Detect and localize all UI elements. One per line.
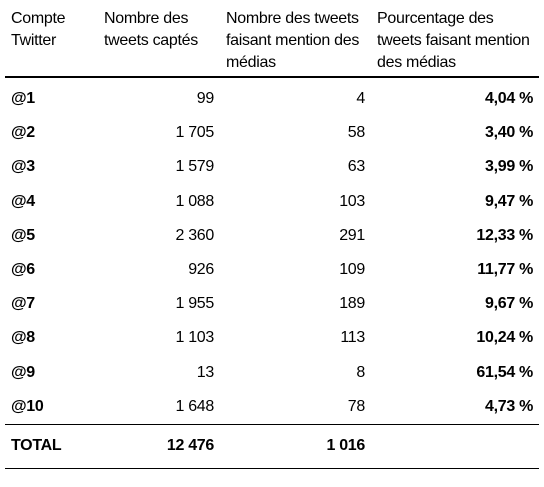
cell-mentions: 103 <box>339 192 365 210</box>
cell-captured: 926 <box>188 261 214 279</box>
table-row <box>5 253 539 287</box>
cell-percent: 61,54 % <box>476 363 533 381</box>
cell-account: @4 <box>11 192 35 210</box>
tweets-media-table-container <box>5 4 539 469</box>
cell-percent: 4,73 % <box>484 397 533 415</box>
table-body <box>5 77 539 424</box>
cell-mentions: 189 <box>339 295 365 313</box>
table-row <box>5 287 539 321</box>
cell-captured: 1 103 <box>175 329 214 347</box>
cell-account: @2 <box>11 124 35 142</box>
table-row <box>5 185 539 219</box>
header-captured: Nombre des tweets captés <box>98 4 220 77</box>
cell-mentions: 113 <box>340 329 365 347</box>
cell-percent: 10,24 % <box>476 329 533 347</box>
cell-mentions: 63 <box>347 158 365 176</box>
tweets-media-table <box>5 4 539 469</box>
cell-percent: 3,40 % <box>484 124 533 142</box>
cell-captured: 1 579 <box>175 158 214 176</box>
cell-account: @1 <box>11 90 35 108</box>
cell-mentions: 291 <box>339 226 365 244</box>
cell-captured: 1 088 <box>175 192 214 210</box>
cell-captured: 99 <box>196 90 214 108</box>
cell-percent: 9,47 % <box>484 192 533 210</box>
total-row <box>5 424 539 468</box>
table-row <box>5 321 539 355</box>
table-row <box>5 356 539 390</box>
cell-captured: 2 360 <box>175 226 214 244</box>
total-mentions: 1 016 <box>220 424 371 468</box>
cell-mentions: 8 <box>356 363 365 381</box>
header-account: Compte Twitter <box>5 4 98 77</box>
cell-account: @9 <box>11 363 35 381</box>
table-row <box>5 219 539 253</box>
cell-account: @3 <box>11 158 35 176</box>
cell-percent: 4,04 % <box>484 90 533 108</box>
cell-account: @5 <box>11 226 35 244</box>
table-row <box>5 150 539 184</box>
cell-percent: 12,33 % <box>476 226 533 244</box>
total-captured: 12 476 <box>98 424 220 468</box>
total-percent <box>371 424 539 468</box>
header-row <box>5 4 539 77</box>
cell-percent: 9,67 % <box>484 295 533 313</box>
cell-mentions: 58 <box>347 124 365 142</box>
cell-account: @6 <box>11 261 35 279</box>
table-row <box>5 116 539 150</box>
cell-account: @8 <box>11 329 35 347</box>
cell-account: @10 <box>11 397 44 415</box>
header-percent: Pourcentage des tweets faisant mention des médias <box>371 4 539 77</box>
cell-percent: 11,77 % <box>477 261 533 279</box>
header-mentions: Nombre des tweets faisant mention des médias <box>220 4 371 77</box>
cell-account: @7 <box>11 295 35 313</box>
cell-captured: 1 955 <box>175 295 214 313</box>
cell-captured: 1 648 <box>175 397 214 415</box>
cell-captured: 1 705 <box>175 124 214 142</box>
total-label: TOTAL <box>5 424 98 468</box>
table-row <box>5 77 539 116</box>
table-row <box>5 390 539 425</box>
table-header <box>5 4 539 77</box>
cell-percent: 3,99 % <box>484 158 533 176</box>
cell-mentions: 78 <box>347 397 365 415</box>
cell-mentions: 109 <box>339 261 365 279</box>
cell-captured: 13 <box>196 363 214 381</box>
cell-mentions: 4 <box>356 90 365 108</box>
table-footer <box>5 424 539 468</box>
